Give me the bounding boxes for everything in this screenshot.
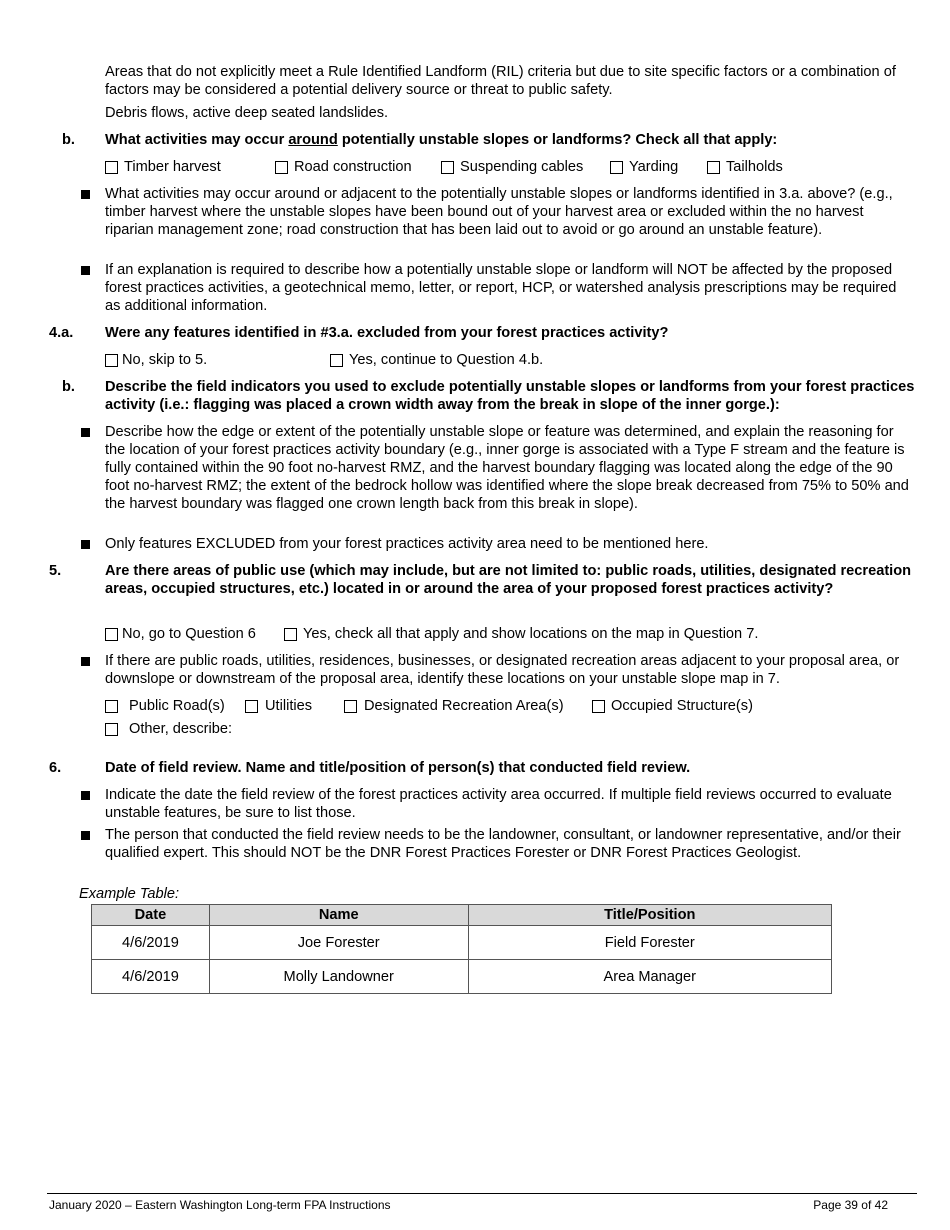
checkbox-icon[interactable] <box>592 700 605 713</box>
footer-divider <box>47 1193 917 1194</box>
checkbox-label: Occupied Structure(s) <box>611 698 753 714</box>
table-row <box>92 960 832 994</box>
checkbox-suspending-cables[interactable] <box>441 158 583 176</box>
question-5-text: Are there areas of public use (which may include, but are not limited to: public roads, utilities, designated recreation areas, occupied structures, etc.) located in or around the area of your proposed forest practices activity? <box>105 563 912 597</box>
checkbox-icon[interactable] <box>105 700 118 713</box>
checkbox-public-roads[interactable] <box>105 697 225 715</box>
checkbox-label: Yarding <box>629 159 679 175</box>
example-table <box>91 904 832 994</box>
checkbox-label: No, skip to 5. <box>122 352 208 368</box>
checkbox-label: Suspending cables <box>460 159 584 175</box>
checkbox-icon[interactable] <box>330 354 343 367</box>
checkbox-icon[interactable] <box>441 161 454 174</box>
intro-paragraph: Areas that do not explicitly meet a Rule Identified Landform (RIL) criteria but due to site specific factors or a combination of factors may be considered a potential delivery source or threat to public safety. <box>105 64 896 98</box>
checkbox-label: Public Road(s) <box>129 698 225 714</box>
checkbox-icon[interactable] <box>610 161 623 174</box>
checkbox-tailholds[interactable] <box>707 158 783 176</box>
checkbox-icon[interactable] <box>105 354 118 367</box>
bullet-square-icon <box>81 190 90 199</box>
question-number: b. <box>62 132 75 148</box>
table-header-date: Date <box>92 905 210 926</box>
bullet-text: If there are public roads, utilities, residences, businesses, or designated recreation areas adjacent to your proposal area, or downslope or downstream of the proposal area, identify these locations on your unstable slope map in 7. <box>105 653 900 687</box>
bullet-square-icon <box>81 791 90 800</box>
table-header-title: Title/Position <box>468 905 831 926</box>
footer-document-title: January 2020 – Eastern Washington Long-term FPA Instructions <box>49 1198 391 1212</box>
checkbox-label: No, go to Question 6 <box>122 626 256 642</box>
question-text-underlined: around <box>288 132 338 148</box>
intro-paragraph: Debris flows, active deep seated landslides. <box>105 105 389 121</box>
checkbox-timber-harvest[interactable] <box>105 158 221 176</box>
checkbox-designated-recreation[interactable] <box>344 697 564 715</box>
bullet-text: Only features EXCLUDED from your forest practices activity area need to be mentioned here. <box>105 536 709 552</box>
footer-page-number: Page 39 of 42 <box>813 1198 888 1212</box>
table-cell-date: 4/6/2019 <box>92 960 210 994</box>
checkbox-icon[interactable] <box>275 161 288 174</box>
table-cell-name: Joe Forester <box>209 926 468 960</box>
question-4a-text: Were any features identified in #3.a. excluded from your forest practices activity? <box>105 325 669 341</box>
table-header-row <box>92 905 832 926</box>
checkbox-icon[interactable] <box>105 723 118 736</box>
checkbox-label: Utilities <box>265 698 313 714</box>
question-number: 5. <box>49 563 62 579</box>
checkbox-icon[interactable] <box>105 628 118 641</box>
checkbox-label: Designated Recreation Area(s) <box>364 698 564 714</box>
table-cell-name: Molly Landowner <box>209 960 468 994</box>
bullet-square-icon <box>81 266 90 275</box>
bullet-square-icon <box>81 540 90 549</box>
checkbox-yarding[interactable] <box>610 158 678 176</box>
question-3b-text <box>105 131 915 149</box>
question-6-text: Date of field review. Name and title/position of person(s) that conducted field review. <box>105 760 691 776</box>
table-header-name: Name <box>209 905 468 926</box>
checkbox-utilities[interactable] <box>245 697 312 715</box>
checkbox-label: Other, describe: <box>129 721 233 737</box>
checkbox-label: Road construction <box>294 159 412 175</box>
question-number: b. <box>62 379 75 395</box>
bullet-text: Describe how the edge or extent of the potentially unstable slope or feature was determined, and explain the reasoning for the location of your forest practices activity boundary (e.g., inner gorge is associated with a Type F stream and the feature is fully contained within the 90 foot no-harvest RMZ, and the harvest boundary flagging was located along the edge of the 90 foot no-harvest RMZ; the extent of the bedrock hollow was identified where the slope break decreased from 75% to 50% and the harvest boundary was flagged one crown length back from this break in slope). <box>105 424 909 512</box>
checkbox-icon[interactable] <box>707 161 720 174</box>
question-text-part: potentially unstable slopes or landforms? Check all that apply: <box>337 132 778 148</box>
checkbox-occupied-structures[interactable] <box>592 697 753 715</box>
question-text-part: What activities may occur <box>105 132 289 148</box>
checkbox-yes-continue-4b[interactable] <box>330 351 543 369</box>
checkbox-icon[interactable] <box>344 700 357 713</box>
table-cell-title: Field Forester <box>468 926 831 960</box>
bullet-square-icon <box>81 657 90 666</box>
checkbox-label: Yes, check all that apply and show locations on the map in Question 7. <box>303 626 759 642</box>
checkbox-no-skip-to-5[interactable] <box>105 351 207 369</box>
question-number: 6. <box>49 760 62 776</box>
bullet-text: Indicate the date the field review of the forest practices activity area occurred. If multiple field reviews occurred to evaluate unstable features, be sure to list those. <box>105 787 892 821</box>
question-number: 4.a. <box>49 325 74 341</box>
checkbox-icon[interactable] <box>105 161 118 174</box>
table-row <box>92 926 832 960</box>
question-4b-text: Describe the field indicators you used to exclude potentially unstable slopes or landforms from your forest practices activity (i.e.: flagging was placed a crown width away from the break in slope of the inner gorge.): <box>105 379 915 413</box>
bullet-text: If an explanation is required to describe how a potentially unstable slope or landform will NOT be affected by the proposed forest practices activities, a geotechnical memo, letter, or report, HCP, or watershed analysis prescriptions may be required as additional information. <box>105 262 897 314</box>
checkbox-no-go-to-6[interactable] <box>105 625 256 643</box>
checkbox-yes-check-all[interactable] <box>284 625 758 643</box>
table-cell-date: 4/6/2019 <box>92 926 210 960</box>
checkbox-label: Timber harvest <box>124 159 221 175</box>
checkbox-icon[interactable] <box>284 628 297 641</box>
checkbox-icon[interactable] <box>245 700 258 713</box>
checkbox-other[interactable] <box>105 720 232 738</box>
checkbox-label: Tailholds <box>726 159 783 175</box>
table-caption: Example Table: <box>79 886 180 902</box>
bullet-text: The person that conducted the field review needs to be the landowner, consultant, or landowner representative, and/or their qualified expert. This should NOT be the DNR Forest Practices Forester or DNR Forest Practices Geologist. <box>105 827 901 861</box>
bullet-square-icon <box>81 831 90 840</box>
checkbox-label: Yes, continue to Question 4.b. <box>349 352 544 368</box>
table-cell-title: Area Manager <box>468 960 831 994</box>
checkbox-road-construction[interactable] <box>275 158 412 176</box>
bullet-text: What activities may occur around or adjacent to the potentially unstable slopes or landforms identified in 3.a. above? (e.g., timber harvest where the unstable slopes have been bound out of your harvest area or excluded within the no harvest riparian management zone; road construction that has been laid out to avoid or go around an unstable feature). <box>105 186 893 238</box>
bullet-square-icon <box>81 428 90 437</box>
